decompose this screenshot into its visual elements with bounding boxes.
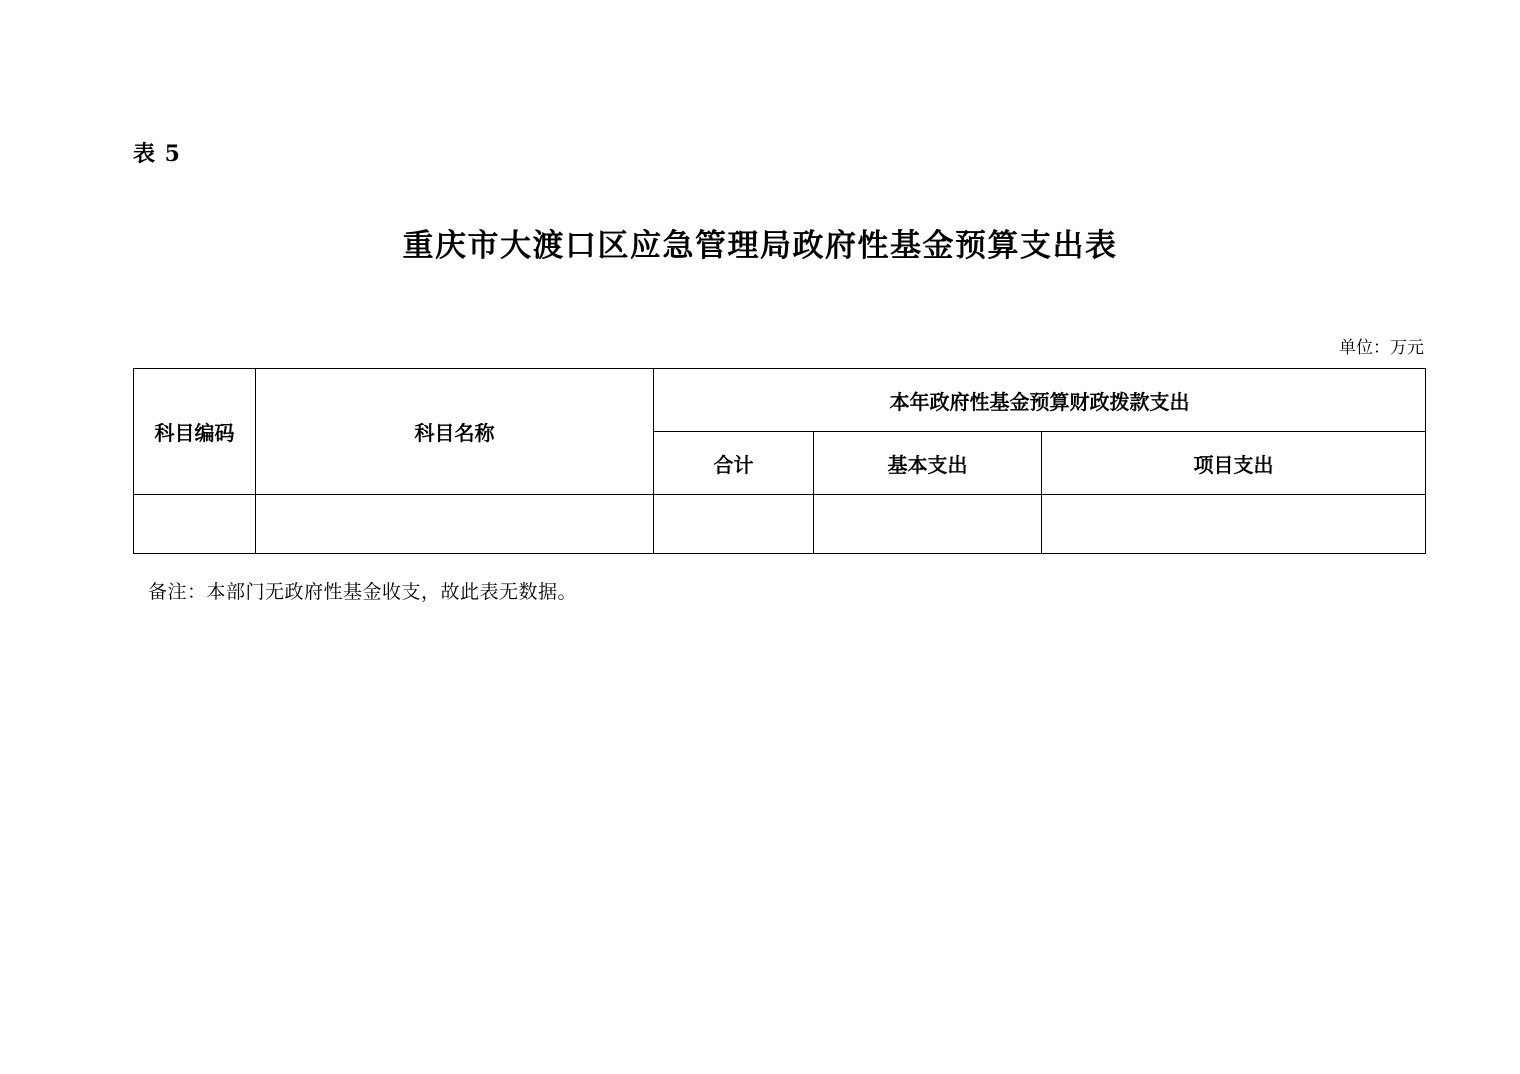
table-label: 表 5 — [133, 141, 181, 167]
column-header-project: 项目支出 — [1042, 432, 1426, 495]
column-header-group: 本年政府性基金预算财政拨款支出 — [654, 369, 1426, 432]
cell-total — [654, 495, 814, 554]
cell-code — [134, 495, 256, 554]
column-header-total: 合计 — [654, 432, 814, 495]
cell-basic — [814, 495, 1042, 554]
page-title: 重庆市大渡口区应急管理局政府性基金预算支出表 — [402, 228, 1118, 264]
table-row — [134, 495, 1426, 554]
cell-name — [256, 495, 654, 554]
column-header-basic: 基本支出 — [814, 432, 1042, 495]
column-header-code: 科目编码 — [134, 369, 256, 495]
table-body — [134, 495, 1426, 554]
unit-note: 单位：万元 — [1339, 338, 1424, 358]
table-header-row-top — [134, 369, 1426, 432]
table-header — [134, 369, 1426, 495]
table-remark: 备注：本部门无政府性基金收支，故此表无数据。 — [148, 581, 578, 603]
budget-expenditure-table — [133, 368, 1426, 554]
column-header-name: 科目名称 — [256, 369, 654, 495]
cell-project — [1042, 495, 1426, 554]
